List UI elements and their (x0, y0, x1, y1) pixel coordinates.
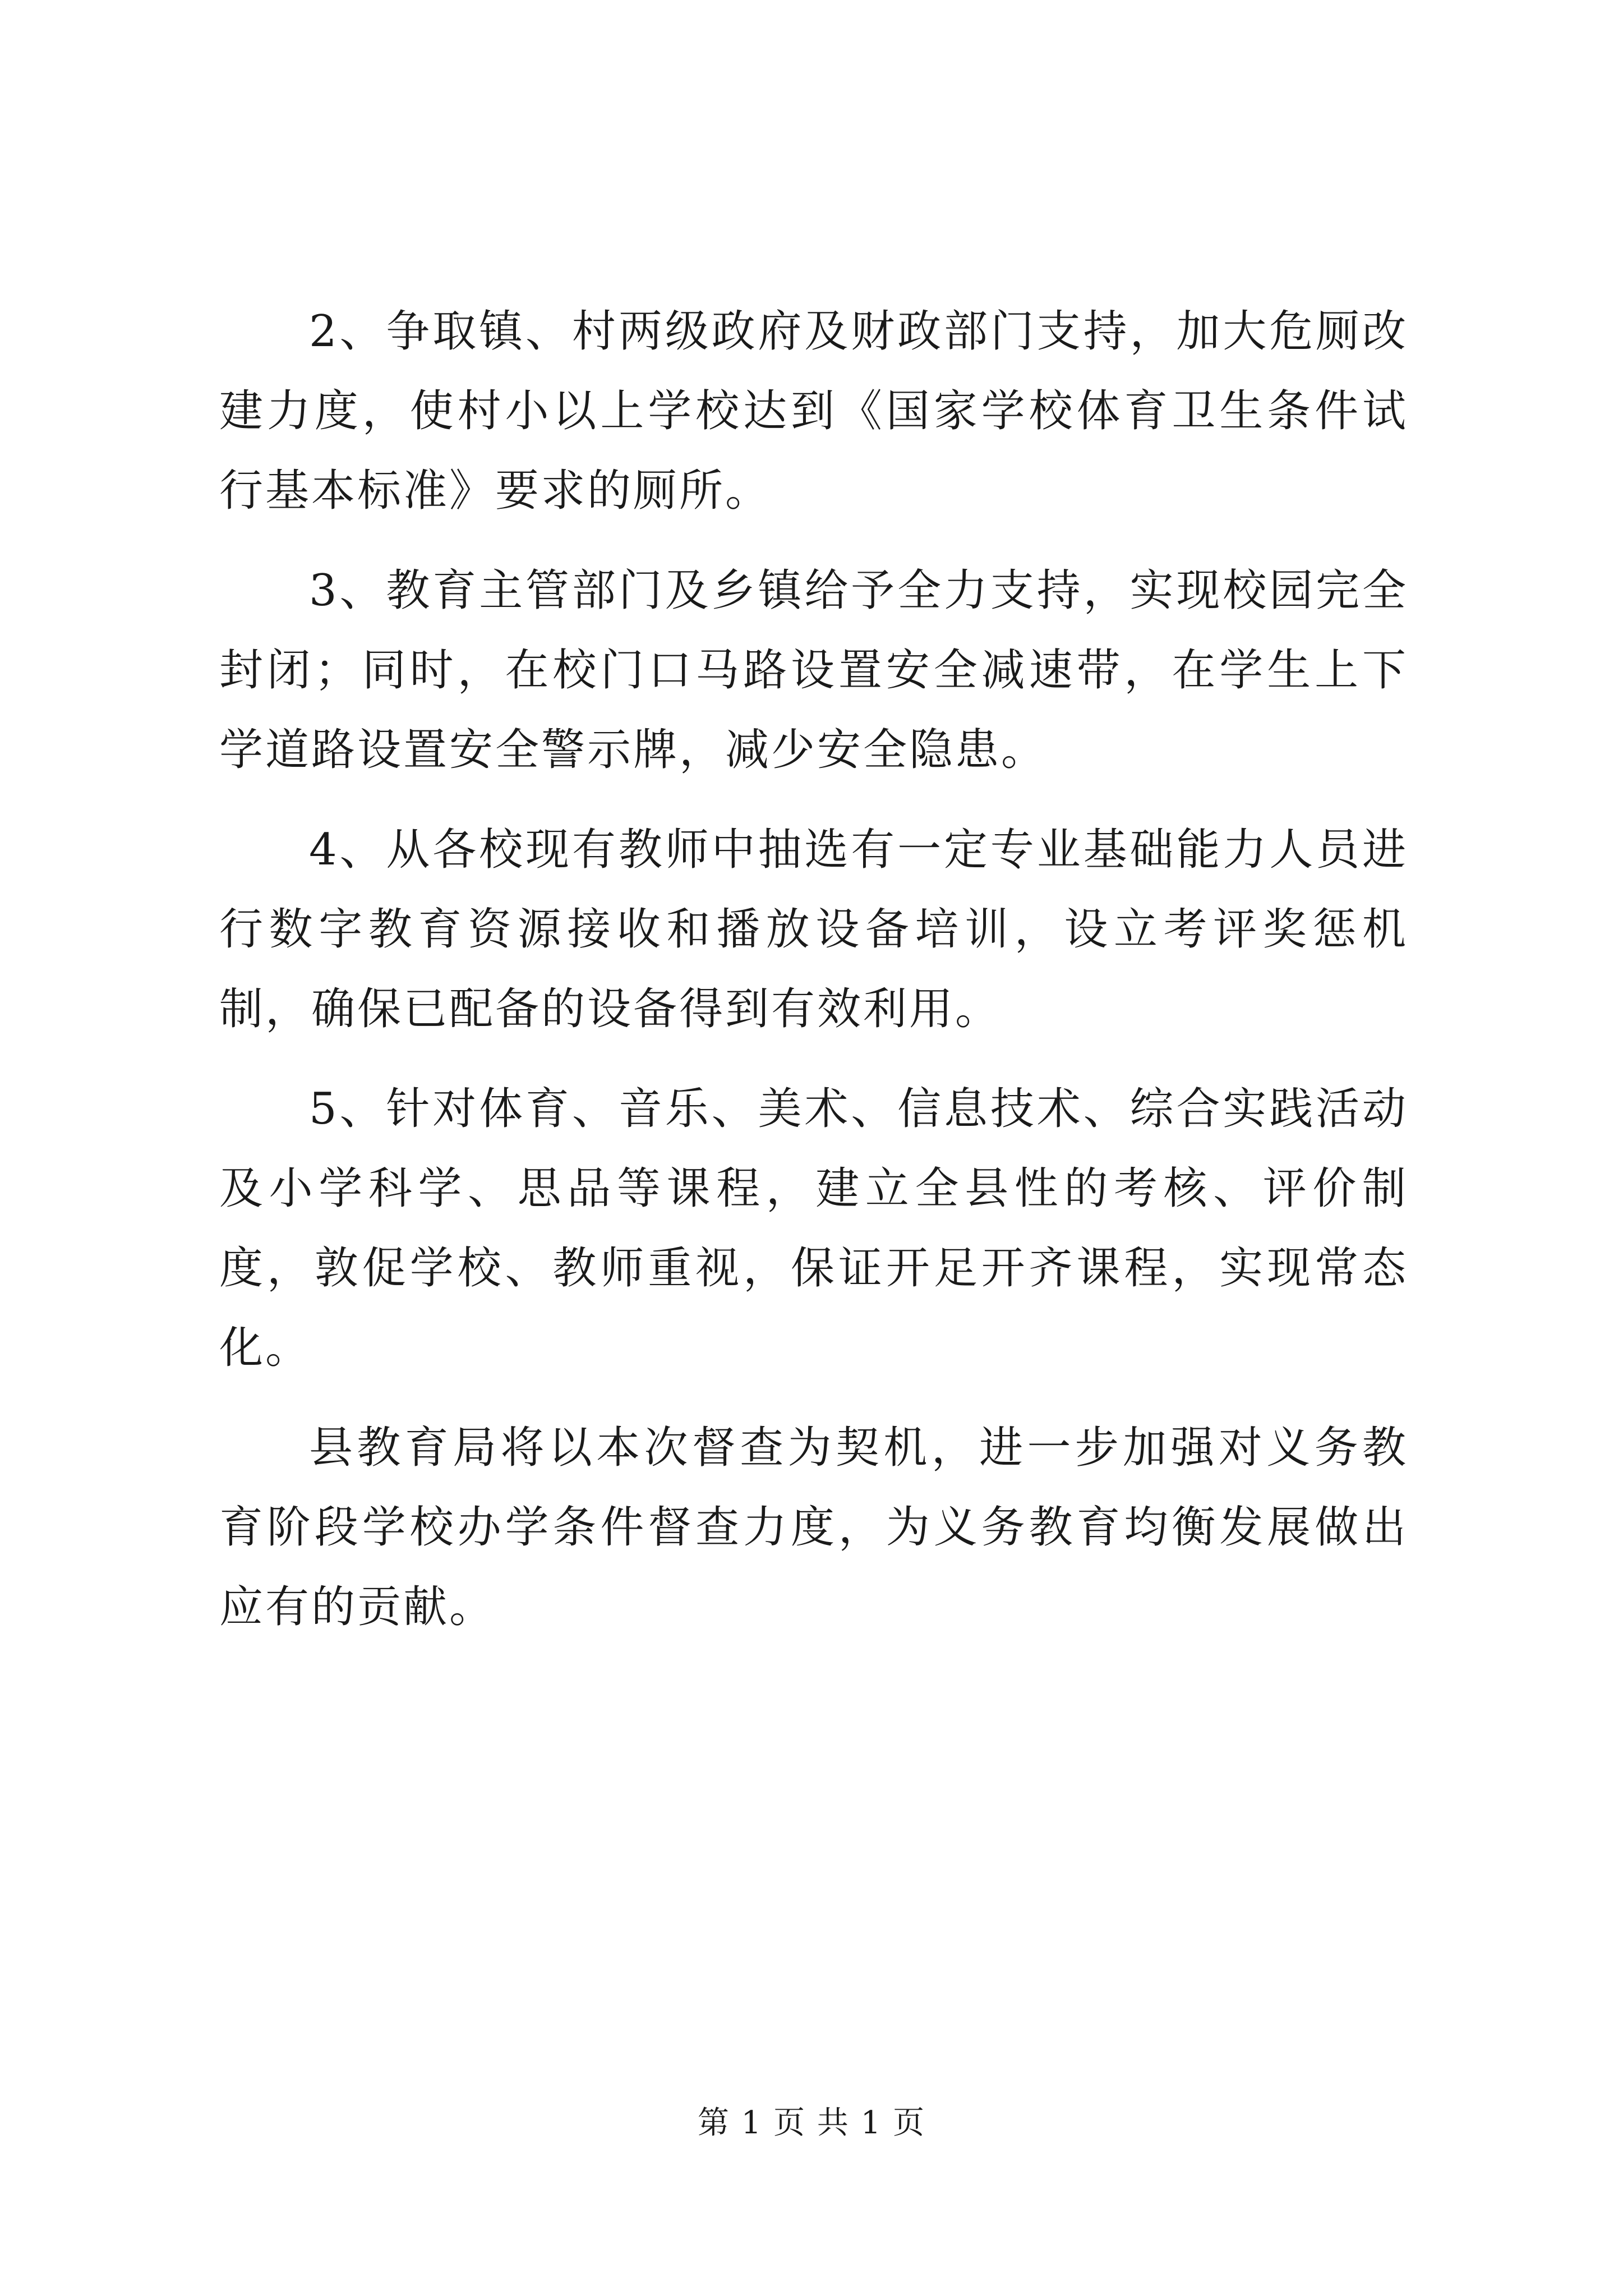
paragraph-item-2: 2、争取镇、村两级政府及财政部门支持，加大危厕改建力度，使村小以上学校达到《国家学校体育卫生条件试行基本标准》要求的厕所。 (219, 306, 1408, 516)
paragraph-conclusion: 县教育局将以本次督查为契机，进一步加强对义务教育阶段学校办学条件督查力度，为义务教育均衡发展做出应有的贡献。 (219, 1423, 1408, 1632)
paragraph-item-5: 5、针对体育、音乐、美术、信息技术、综合实践活动及小学科学、思品等课程，建立全县性的考核、评价制度，敦促学校、教师重视，保证开足开齐课程，实现常态化。 (219, 1084, 1408, 1373)
document-body (219, 292, 1408, 1667)
page-footer: 第 1 页 共 1 页 (697, 2105, 926, 2141)
paragraph-item-3: 3、教育主管部门及乡镇给予全力支持，实现校园完全封闭；同时，在校门口马路设置安全减速带，在学生上下学道路设置安全警示牌，减少安全隐患。 (219, 565, 1408, 775)
paragraph-item-4: 4、从各校现有教师中抽选有一定专业基础能力人员进行数字教育资源接收和播放设备培训，设立考评奖惩机制，确保已配备的设备得到有效利用。 (219, 825, 1408, 1034)
